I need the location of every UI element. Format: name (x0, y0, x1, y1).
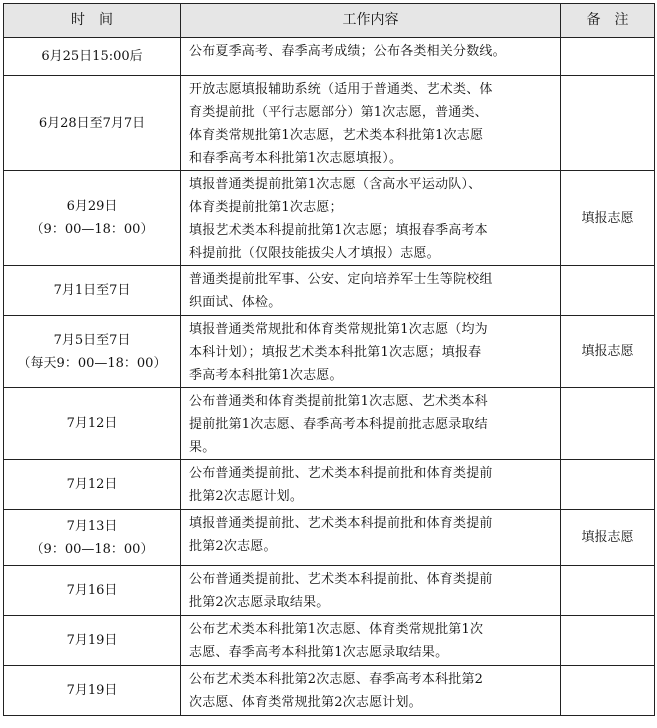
note-cell: 填报志愿 (561, 316, 655, 388)
time-cell (4, 510, 181, 566)
note-cell (561, 666, 655, 716)
time-line: 6月28日至7月7日 (38, 115, 146, 131)
content-line: 批第2次志愿录取结果。 (189, 595, 330, 610)
content-line: 科提前批（仅限技能拔尖人才填报）志愿。 (189, 246, 440, 261)
time-cell (4, 566, 181, 616)
content-cell (181, 616, 561, 666)
time-cell (4, 38, 181, 76)
time-cell (4, 666, 181, 716)
content-line: 体育类常规批第1次志愿，艺术类本科批第1次志愿 (189, 128, 484, 143)
time-line: （每天9：00—18：00） (17, 355, 167, 371)
time-line: 7月1日至7日 (53, 283, 131, 298)
note-cell (561, 616, 655, 666)
time-line: 7月16日 (66, 583, 118, 598)
time-cell (4, 616, 181, 666)
table-row (4, 566, 655, 616)
content-cell (181, 666, 561, 716)
note-cell (561, 388, 655, 460)
note-cell (561, 76, 655, 171)
content-cell (181, 76, 561, 171)
time-cell (4, 460, 181, 510)
note-cell: 填报志愿 (561, 510, 655, 566)
time-line: 6月29日 (66, 199, 118, 214)
content-cell (181, 566, 561, 616)
content-line: 普通类提前批军事、公安、定向培养军士生等院校组 (189, 272, 493, 287)
content-line: 填报普通类常规批和体育类常规批第1次志愿（均为 (189, 322, 488, 337)
time-line: 6月25日15:00后 (41, 49, 143, 64)
table-row (4, 76, 655, 171)
table-row (4, 666, 655, 716)
content-line: 体育类提前批第1次志愿； (189, 200, 343, 215)
time-cell (4, 171, 181, 266)
time-line: 7月12日 (66, 477, 118, 492)
content-cell (181, 171, 561, 266)
time-line: （9：00—18：00） (30, 222, 154, 237)
table-row (4, 388, 655, 460)
content-line: 本科计划）；填报艺术类本科批第1次志愿；填报春 (189, 345, 482, 360)
note-cell (561, 566, 655, 616)
content-line: 公布普通类和体育类提前批第1次志愿、艺术类本科 (189, 394, 488, 409)
content-cell (181, 388, 561, 460)
time-line: 7月12日 (66, 416, 118, 431)
content-cell (181, 510, 561, 566)
table-row (4, 510, 655, 566)
content-line: 志愿、春季高考本科批第1次志愿录取结果。 (189, 645, 449, 660)
content-line: 公布艺术类本科批第2次志愿、春季高考本科批第2 (189, 672, 484, 687)
content-line: 和春季高考本科批第1次志愿填报）。 (189, 151, 403, 166)
table-row (4, 616, 655, 666)
note-cell (561, 38, 655, 76)
table-row (4, 266, 655, 316)
table-row (4, 460, 655, 510)
content-line: 果。 (189, 440, 216, 455)
content-cell (181, 266, 561, 316)
header-row (4, 4, 655, 38)
time-line: 7月13日 (66, 518, 118, 534)
table-row (4, 316, 655, 388)
content-line: 批第2次志愿计划。 (189, 489, 304, 504)
table-header (4, 4, 655, 38)
content-line: 填报普通类提前批、艺术类本科提前批和体育类提前 (189, 516, 493, 531)
time-line: （9：00—18：00） (30, 541, 154, 557)
content-cell (181, 460, 561, 510)
time-cell (4, 388, 181, 460)
content-line: 公布普通类提前批、艺术类本科提前批和体育类提前 (189, 466, 493, 481)
content-line: 开放志愿填报辅助系统（适用于普通类、艺术类、体 (189, 82, 493, 97)
table-body (4, 38, 655, 716)
content-line: 育类提前批（平行志愿部分）第1次志愿，普通类、 (189, 105, 488, 120)
admission-schedule-table (3, 3, 655, 716)
time-line: 7月19日 (66, 683, 118, 698)
table-row (4, 171, 655, 266)
content-line: 填报艺术类本科提前批第1次志愿；填报春季高考本 (189, 223, 488, 238)
header-note: 备 注 (561, 4, 655, 38)
header-time: 时 间 (4, 4, 181, 38)
note-cell (561, 266, 655, 316)
note-cell (561, 460, 655, 510)
content-line: 次志愿、体育类常规批第2次志愿计划。 (189, 695, 422, 710)
content-line: 公布艺术类本科批第1次志愿、体育类常规批第1次 (189, 622, 484, 637)
time-line: 7月19日 (66, 633, 118, 648)
content-line: 提前批第1次志愿、春季高考本科提前批志愿录取结 (189, 417, 488, 432)
content-cell (181, 38, 561, 76)
time-cell (4, 316, 181, 388)
time-line: 7月5日至7日 (53, 332, 131, 348)
content-line: 公布普通类提前批、艺术类本科提前批、体育类提前 (189, 572, 493, 587)
content-line: 织面试、体检。 (189, 295, 282, 310)
content-line: 公布夏季高考、春季高考成绩；公布各类相关分数线。 (189, 44, 506, 59)
table-row (4, 38, 655, 76)
content-line: 季高考本科批第1次志愿。 (189, 368, 343, 383)
time-cell (4, 76, 181, 171)
content-cell (181, 316, 561, 388)
content-line: 填报普通类提前批第1次志愿（含高水平运动队）、 (189, 177, 482, 192)
content-line: 批第2次志愿。 (189, 539, 277, 554)
note-cell: 填报志愿 (561, 171, 655, 266)
header-content: 工作内容 (181, 4, 561, 38)
time-cell (4, 266, 181, 316)
